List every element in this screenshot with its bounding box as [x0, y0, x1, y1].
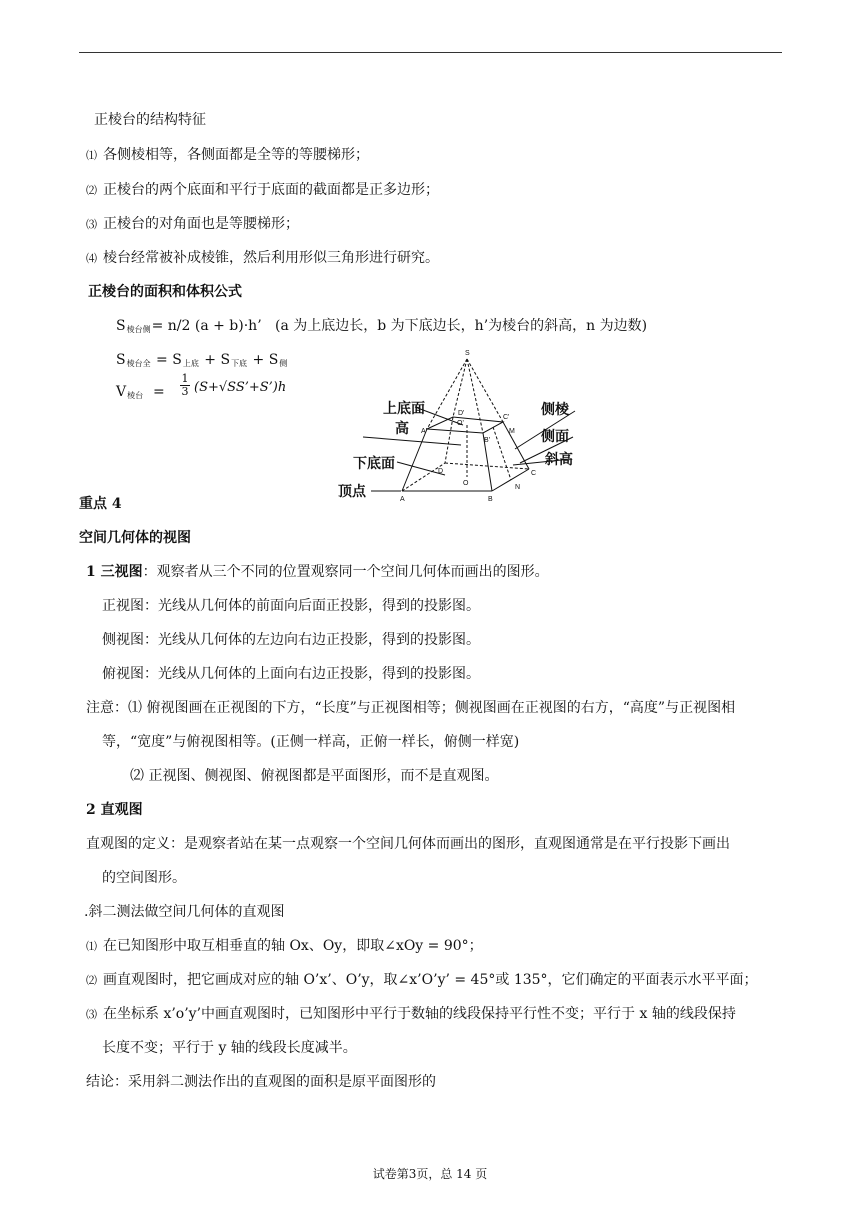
note-1: 注意：⑴ 俯视图画在正视图的下方，“长度”与正视图相等；侧视图画在正视图的右方，“高度”与正视图相	[86, 700, 736, 716]
front-view: 正视图：光线从几何体的前面向后面正投影，得到的投影图。	[102, 598, 480, 614]
svg-text:B': B'	[484, 437, 491, 444]
list-item: ⑴ 在已知图形中取互相垂直的轴 Ox、Oy，即取∠xOy = 90°；	[86, 938, 483, 954]
list-item: ⑶ 正棱台的对角面也是等腰梯形；	[86, 216, 299, 232]
top-view: 俯视图：光线从几何体的上面向右边正投影，得到的投影图。	[102, 666, 480, 682]
formula-volume: $V_{棱台}$ =	[116, 384, 165, 400]
note-1-cont: 等，“宽度”与俯视图相等。(正侧一样高，正俯一样长，俯侧一样宽)	[102, 734, 520, 750]
page-footer: 试卷第3页，总 14 页	[372, 1167, 488, 1181]
list-item-cont: 长度不变；平行于 y 轴的线段长度减半。	[102, 1040, 357, 1056]
svg-text:A: A	[400, 496, 405, 503]
svg-text:C': C'	[503, 414, 510, 421]
section2-title: 正棱台的面积和体积公式	[88, 284, 242, 300]
list-item: ⑶ 在坐标系 x’o’y’中画直观图时，已知图形中平行于数轴的线段保持平行性不变；平行于 x 轴的线段保持	[86, 1006, 736, 1022]
svg-text:侧面: 侧面	[541, 429, 569, 445]
svg-text:D: D	[438, 468, 444, 475]
note-2: ⑵ 正视图、侧视图、俯视图都是平面图形，而不是直观图。	[130, 768, 499, 784]
formula-lateral-area: $S_{棱台侧}= n/2$ (a + b)·h’ (a 为上底边长，b 为下底边长，h’为棱台的斜高，n 为边数)	[116, 318, 648, 334]
svg-text:C: C	[531, 470, 537, 477]
svg-text:B: B	[488, 496, 493, 503]
definition-cont: 的空间图形。	[102, 870, 186, 886]
list-item: ⑷ 棱台经常被补成棱锥，然后利用形似三角形进行研究。	[86, 250, 439, 266]
svg-text:A': A'	[421, 428, 428, 435]
definition: 直观图的定义：是观察者站在某一点观察一个空间几何体而画出的图形，直观图通常是在平行投影下画出	[86, 836, 730, 852]
oblique-title: .斜二测法做空间几何体的直观图	[84, 904, 285, 920]
svg-text:斜高: 斜高	[545, 452, 573, 468]
volume-formula-body: (S+√SS’+S’)h	[194, 380, 287, 395]
section1-title: 正棱台的结构特征	[94, 112, 206, 128]
svg-text:下底面: 下底面	[353, 456, 395, 472]
svg-text:高: 高	[395, 421, 409, 437]
header-rule	[79, 52, 782, 53]
svg-text:O': O'	[457, 420, 464, 427]
frustum-diagram	[335, 345, 595, 505]
svg-text:O: O	[463, 480, 469, 487]
conclusion: 结论：采用斜二测法作出的直观图的面积是原平面图形的	[86, 1074, 436, 1090]
list-item: ⑵ 画直观图时，把它画成对应的轴 O’x’、O’y，取∠x’O’y’ = 45°或 135°，它们确定的平面表示水平平面；	[86, 972, 758, 988]
section3-heading: 重点 4	[79, 496, 122, 512]
svg-text:S: S	[465, 350, 470, 357]
svg-text:N: N	[515, 484, 521, 491]
side-view: 侧视图：光线从几何体的左边向右边正投影，得到的投影图。	[102, 632, 480, 648]
intuitive-view-heading: 2 直观图	[86, 802, 143, 818]
fraction: 1 3	[181, 372, 189, 398]
svg-text:上底面: 上底面	[383, 401, 425, 417]
svg-text:侧棱: 侧棱	[541, 402, 569, 418]
svg-text:M: M	[509, 428, 515, 435]
svg-text:顶点: 顶点	[338, 484, 366, 500]
section3-title: 空间几何体的视图	[79, 530, 191, 546]
list-item: ⑴ 各侧棱相等，各侧面都是全等的等腰梯形；	[86, 147, 369, 163]
formula-total-area: $S_{棱台全} = S_{上底} + S_{下底} + S_侧$	[116, 352, 288, 368]
list-item: ⑵ 正棱台的两个底面和平行于底面的截面都是正多边形；	[86, 182, 439, 198]
three-views-definition: 1 三视图：观察者从三个不同的位置观察同一个空间几何体而画出的图形。	[86, 564, 549, 580]
svg-text:D': D'	[458, 410, 465, 417]
